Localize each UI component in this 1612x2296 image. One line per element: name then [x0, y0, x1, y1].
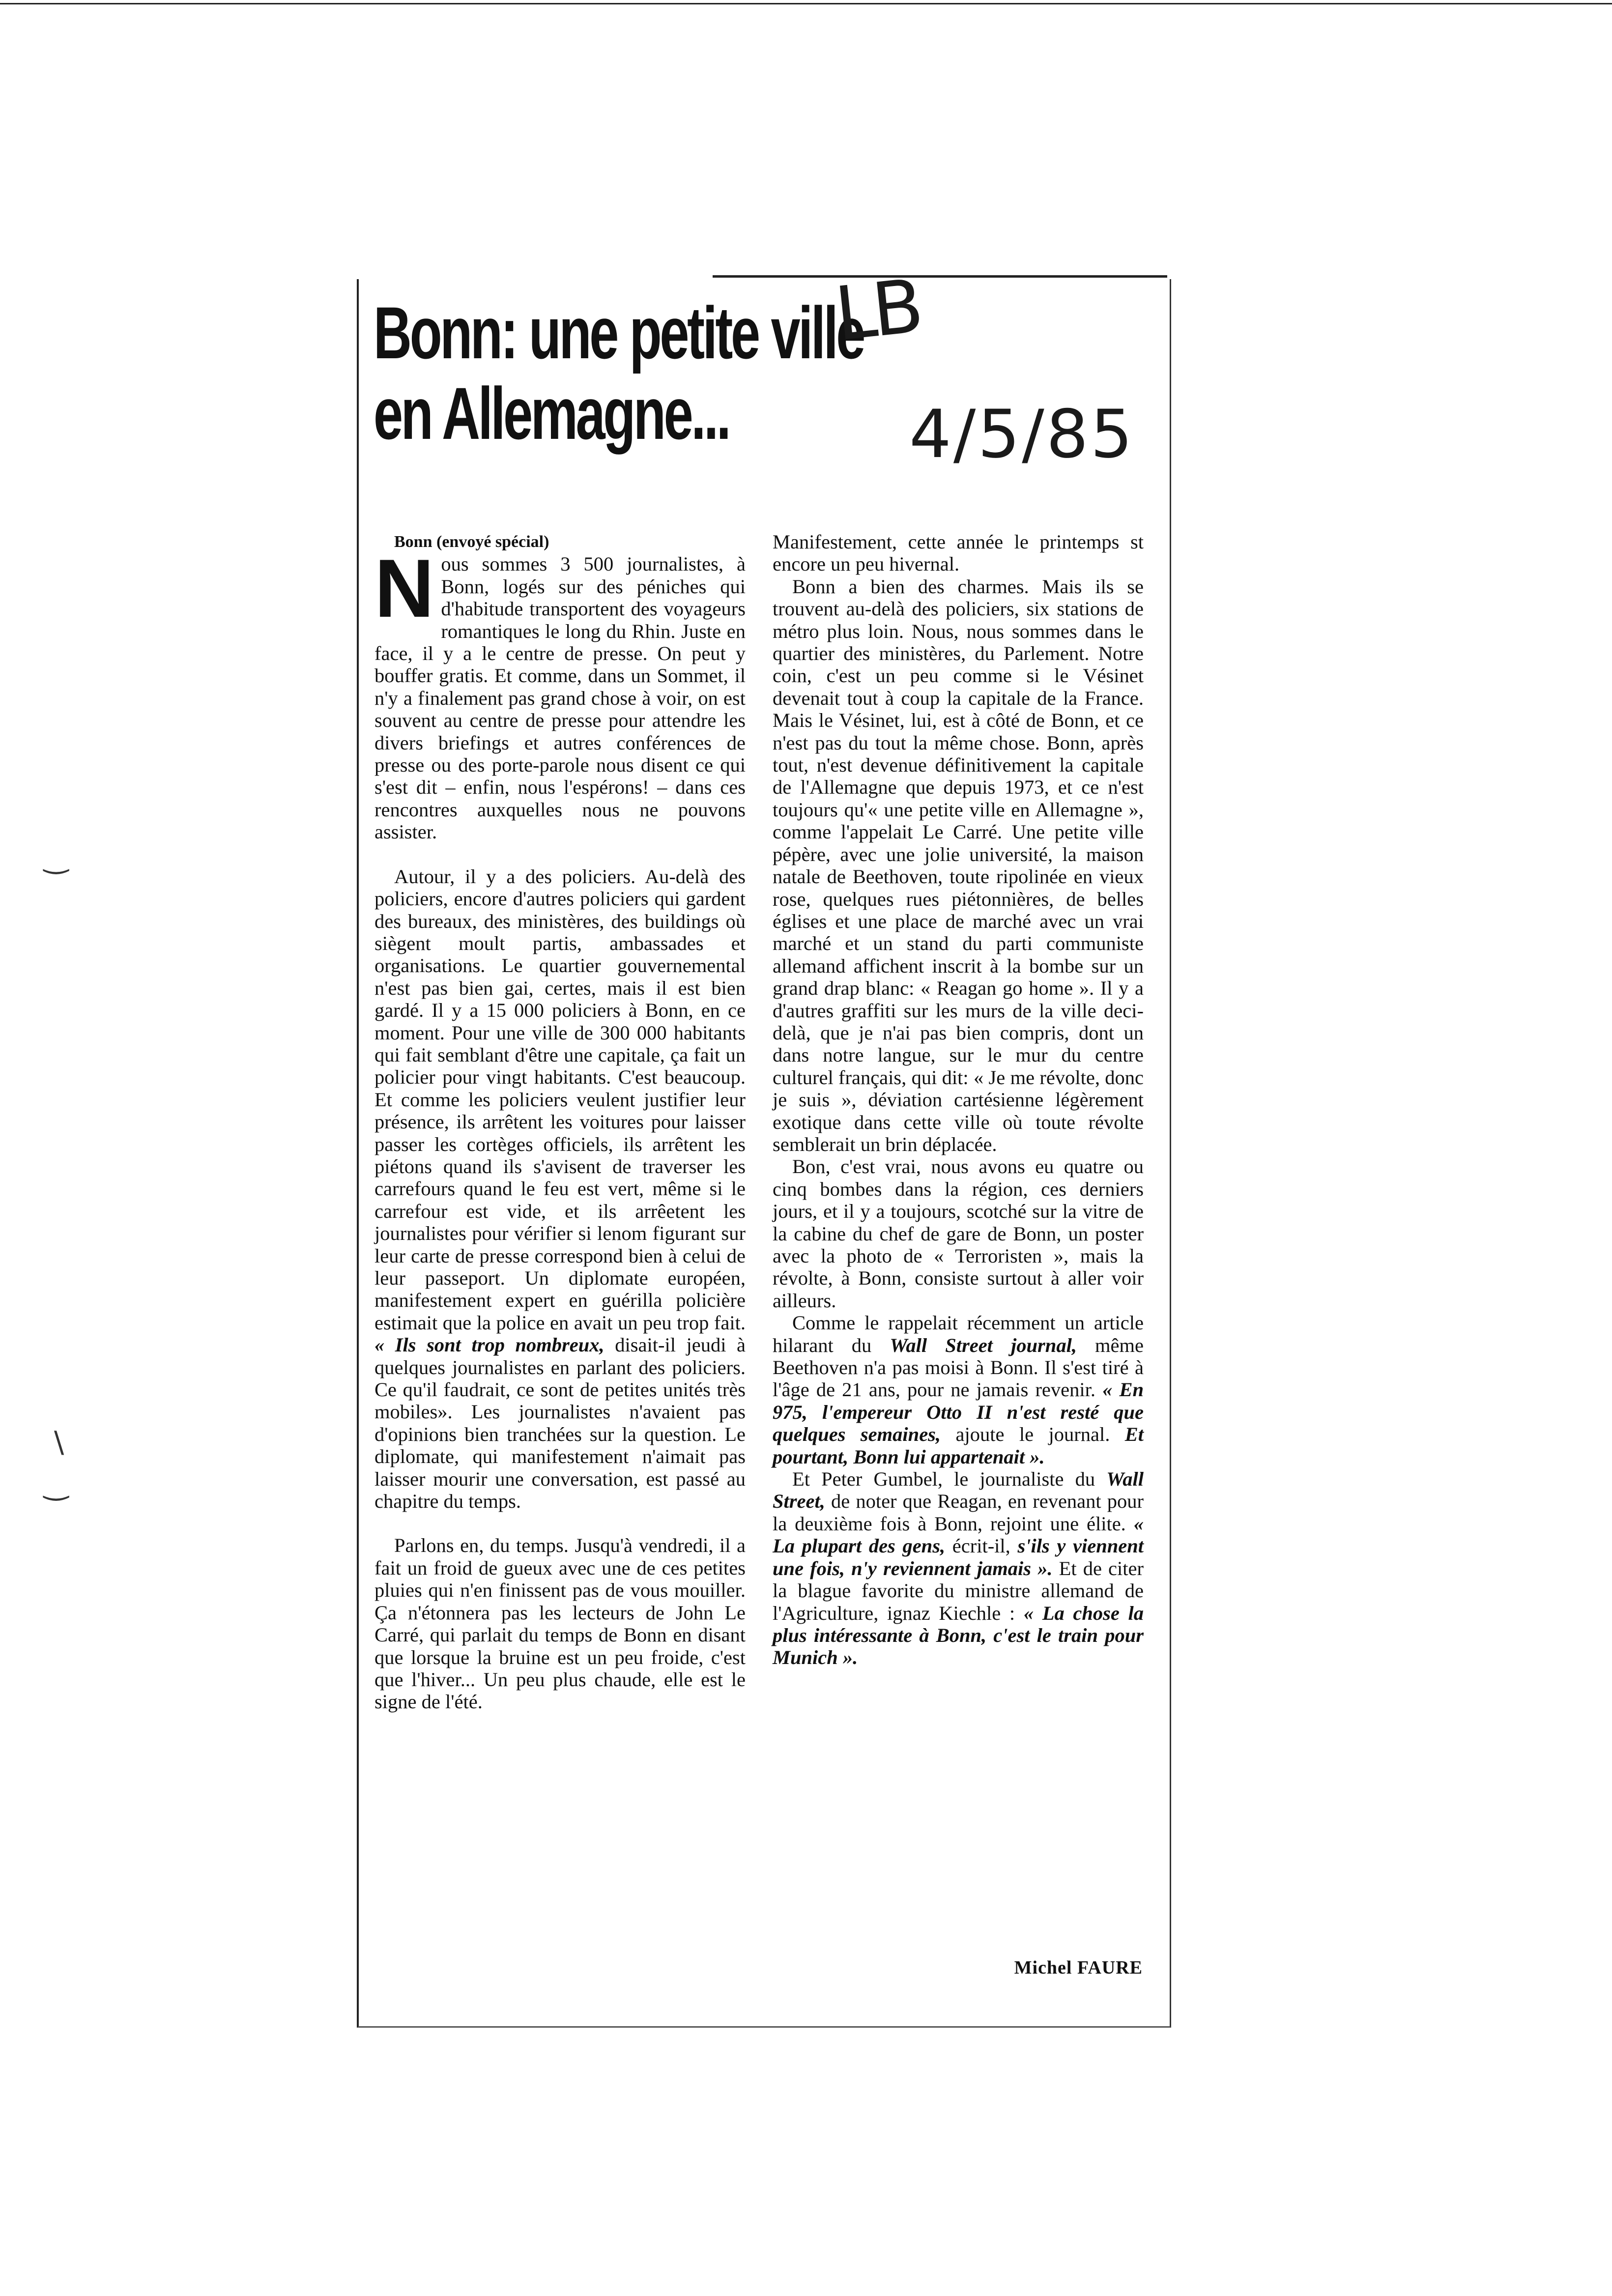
article-column-right — [773, 531, 1144, 1669]
scan-mark: ‿ — [44, 1467, 68, 1501]
paragraph-temps: Parlons en, du temps. Jusqu'à vendredi, il a fait un froid de gueux avec une de ces petites pluies qui n'en finissent pas de vous mouiller. Ça n'étonnera pas les lecteurs de John Le Carré, qui parlait du temps de Bonn en disant que lorsque la bruine est un peu froide, c'est que l'hiver... Un peu plus chaude, elle est le signe de l'été. — [374, 1534, 746, 1713]
paragraph-charmes: Bonn a bien des charmes. Mais ils se trouvent au-delà des policiers, six stations de métro plus loin. Nous, nous sommes dans le quartier des ministères, du Parlement. Notre coin, c'est un peu comme si le Vésinet devenait tout à coup la capitale de la France. Mais le Vésinet, lui, est à côté de Bonn, et ce n'est pas du tout la même chose. Bonn, après tout, n'est devenue définitivement la capitale de l'Allemagne que depuis 1973, et ce n'est toujours qu'« une petite ville en Allemagne », comme l'appelait Le Carré. Une petite ville pépère, avec une jolie université, la maison natale de Beethoven, toute ripolinée en vieux rose, quelques rues piétonnières, de belles églises et une place de marché avec un vrai marché et un stand du parti communiste allemand affichent inscrit à la bombe sur un grand drap blanc: « Reagan go home ». Il y a d'autres graffiti sur les murs de la ville deci-delà, que je n'ai pas bien compris, dont un dans notre langue, sur le mur du centre culturel français, qui dit: « Je me révolte, donc je suis », déviation cartésienne légèrement exotique dans cette ville où toute révolte semblerait un brin déplacée. — [773, 575, 1144, 1155]
wall-street-journal-title: Wall Street journal, — [890, 1334, 1077, 1356]
wall-street-title: Wall Street, — [773, 1468, 1144, 1513]
paragraph-gumbel-text-b: de noter que Reagan, en revenant pour la deuxième fois à Bonn, rejoint une élite. — [773, 1490, 1144, 1535]
scan-mark: \ — [54, 1425, 64, 1460]
handwritten-annotation-date: 4/5/85 — [909, 396, 1135, 473]
paragraph-intro-text: ous sommes 3 500 journalistes, à Bonn, logés sur des péniches qui d'habitude transportent des voyageurs romantiques le long du Rhin. Juste en face, il y a le centre de presse. On peut y bouffer gratis. Et comme, dans un Sommet, il n'y a finalement pas grand chose à voir, on est souvent au centre de presse pour attendre les divers briefings et autres conférences de presse ou des porte-parole nous disent ce qui s'est dit – enfin, nous l'espérons! – dans ces rencontres auxquelles nous ne pouvons assister. — [374, 553, 746, 843]
clipping-top-rule — [713, 275, 1167, 278]
paragraph-beethoven-text-b: même Beethoven n'a pas moisi à Bonn. Il s'est tiré à l'âge de 21 ans, pour ne jamais revenir. — [773, 1334, 1144, 1401]
paragraph-gumbel — [773, 1468, 1144, 1669]
paragraph-gumbel-quote-2: « La chose la plus intéressante à Bonn, c'est le train pour Munich ». — [773, 1602, 1144, 1669]
paragraph-beethoven-text-a: Comme le rappelait récemment un article hilarant du — [773, 1312, 1144, 1356]
headline-line-2: en Allemagne... — [374, 372, 729, 455]
paragraph-policiers-text-b: disait-il jeudi à quelques journalistes en parlant des policiers. Ce qu'il faudrait, ce sont de petites unités très mobiles». Les journalistes n'avaient pas d'opinions bien tranchées sur la question. Le diplomate, qui manifestement n'aimait pas laisser mourir une conversation, est passé au chapitre du temps. — [374, 1334, 746, 1513]
article-dateline: Bonn (envoyé spécial) — [394, 533, 549, 551]
drop-cap: N — [374, 542, 434, 635]
paragraph-gumbel-quote-1b: s'ils y viennent une fois, n'y reviennent jamais ». — [773, 1535, 1144, 1579]
paragraph-printemps: Manifestement, cette année le printemps st encore un peu hivernal. — [773, 531, 1144, 575]
paragraph-beethoven-quote-2: Et pourtant, Bonn lui appartenait ». — [773, 1423, 1144, 1468]
paragraph-policiers — [374, 865, 746, 1513]
paragraph-policiers-quote: « Ils sont trop nombreux, — [374, 1334, 604, 1356]
paragraph-gumbel-text-c: écrit-il, — [952, 1535, 1010, 1557]
paragraph-gumbel-text-a: Et Peter Gumbel, le journaliste du — [792, 1468, 1095, 1491]
paragraph-policiers-text-a: Autour, il y a des policiers. Au-delà des policiers, encore d'autres policiers qui gardent des bureaux, des ministères, des buildings où siègent moult partis, ambassades et organisations. Le quartier gouvernemental n'est pas bien gai, certes, mais il est bien gardé. Il y a 15 000 policiers à Bonn, en ce moment. Pour une ville de 300 000 habitants qui fait semblant d'être une capitale, ça fait un policier pour vingt habitants. C'est beaucoup. Et comme les policiers veulent justifier leur présence, ils arrêtent les voitures pour laisser passer les cortèges officiels, ils arrêtent les piétons quand ils s'avisent de traverser les carrefours quand le feu est vert, même si le carrefour est vide, et ils arrêetent les journalistes pour vérifier si lenom figurant sur leur carte de presse correspond bien à celui de leur passeport. Un diplomate européen, manifestement expert en guérilla policière estimait que la police en avait un peu trop fait. — [374, 865, 746, 1334]
paragraph-beethoven-text-c: ajoute le journal. — [955, 1423, 1110, 1446]
paragraph-bombes: Bon, c'est vrai, nous avons eu quatre ou cinq bombes dans la région, ces derniers jours, et il y a toujours, scotché sur la vitre de la cabine du chef de gare de Bonn, un poster avec la photo de « Terroristen », mais la révolte, à Bonn, consiste surtout à aller voir ailleurs. — [773, 1155, 1144, 1312]
author-signature: Michel FAURE — [1014, 1957, 1143, 1978]
headline-line-1: Bonn: une petite ville — [374, 291, 864, 374]
scan-edge-line — [0, 3, 1612, 4]
paragraph-beethoven — [773, 1312, 1144, 1468]
article-column-left — [374, 531, 746, 1713]
handwritten-annotation-initials: LB — [831, 263, 924, 358]
paragraph-gumbel-text-d: Et de citer la blague favorite du ministre allemand de l'Agriculture, ignaz Kiechle : — [773, 1557, 1144, 1624]
scan-mark: ‿ — [44, 840, 68, 875]
paragraph-beethoven-quote-1: « En 975, l'empereur Otto II n'est resté que quelques semaines, — [773, 1378, 1144, 1446]
paragraph-gumbel-quote-1a: « La plupart des gens, — [773, 1512, 1144, 1557]
